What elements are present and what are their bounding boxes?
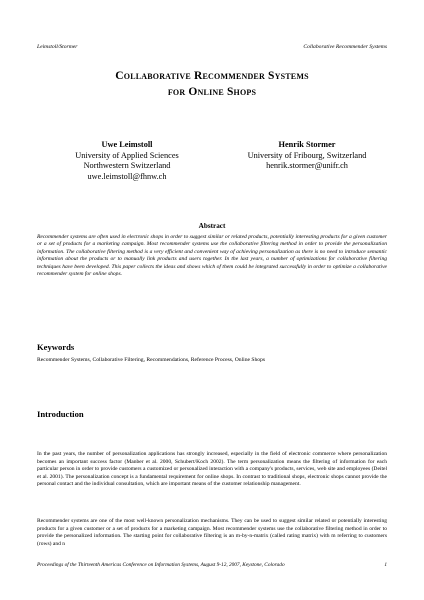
page-number: 1	[384, 562, 387, 568]
introduction-heading: Introduction	[37, 409, 84, 419]
author-name: Uwe Leimstoll	[101, 140, 153, 149]
author-block-2	[232, 140, 382, 172]
running-header-title: Collaborative Recommender Systems	[303, 44, 387, 50]
footer-proceedings: Proceedings of the Thirteenth Americas Conference on Information Systems, August 9-12, 2007, Keystone, Colorado	[37, 562, 285, 568]
paper-title-line-2: for Online Shops	[167, 86, 257, 98]
author-email: henrik.stormer@unifr.ch	[266, 161, 348, 171]
author-affiliation: Northwestern Switzerland	[83, 161, 171, 171]
keywords-list: Recommender Systems, Collaborative Filtering, Recommendations, Reference Process, Online Shops	[37, 357, 266, 363]
introduction-paragraph-2: Recommender systems are one of the most well-known personalization mechanisms. They can be used to suggest similar related or potentially interesting products for a given customer or a set of products for a marketing campaign. Most recommender systems use the collaborative filtering method in order to provide the personalized information. The starting point for collaborative filtering is an m-by-n-matrix (called rating matrix) with m referring to customers (rows) and n	[37, 518, 387, 547]
author-name: Henrik Stormer	[278, 140, 336, 149]
running-header-authors: Leimstoll/Stormer	[37, 44, 78, 50]
keywords-heading: Keywords	[37, 342, 75, 352]
abstract-heading: Abstract	[198, 222, 226, 230]
paper-title-line-1: Collaborative Recommender Systems	[115, 70, 309, 82]
abstract-body: Recommender systems are often used in electronic shops in order to suggest similar or related products, potentially interesting products for a given customer or a set of products for a marketing campaign. Most recommender systems use the collaborative filtering method in order to provide the personalization information. The collaborative filtering method is a very efficient and convenient way of achieving personalization as there is no need to introduce semantic information about the products or to manually link products and users together. In the last years, a number of optimizations for collaborative filtering techniques have been developed. This paper collects the ideas and shows which of them could be integrated successfully in order to optimize a collaborative recommender system for online shops.	[37, 234, 387, 278]
author-affiliation: University of Applied Sciences	[75, 150, 179, 160]
author-email: uwe.leimstoll@fhnw.ch	[87, 171, 167, 181]
author-affiliation: University of Fribourg, Switzerland	[247, 150, 367, 160]
author-block-1	[52, 140, 202, 182]
introduction-paragraph-1: In the past years, the number of personalization applications has strongly increased, especially in the field of electronic commerce where personalization becomes an important success factor (Manber et al. 2000, Schubert/Koch 2002). The term personalization means the filtering of information for each particular person in order to provide customers a customized or personalized interaction with a company's products, services, web site and employees (Deitel et al. 2001). The personalization concept is a fundamental requirement for online shops. In contrast to traditional shops, electronic shops cannot provide the personal contact and the individual consultation, which are important means of the customer relationship management.	[37, 451, 387, 488]
